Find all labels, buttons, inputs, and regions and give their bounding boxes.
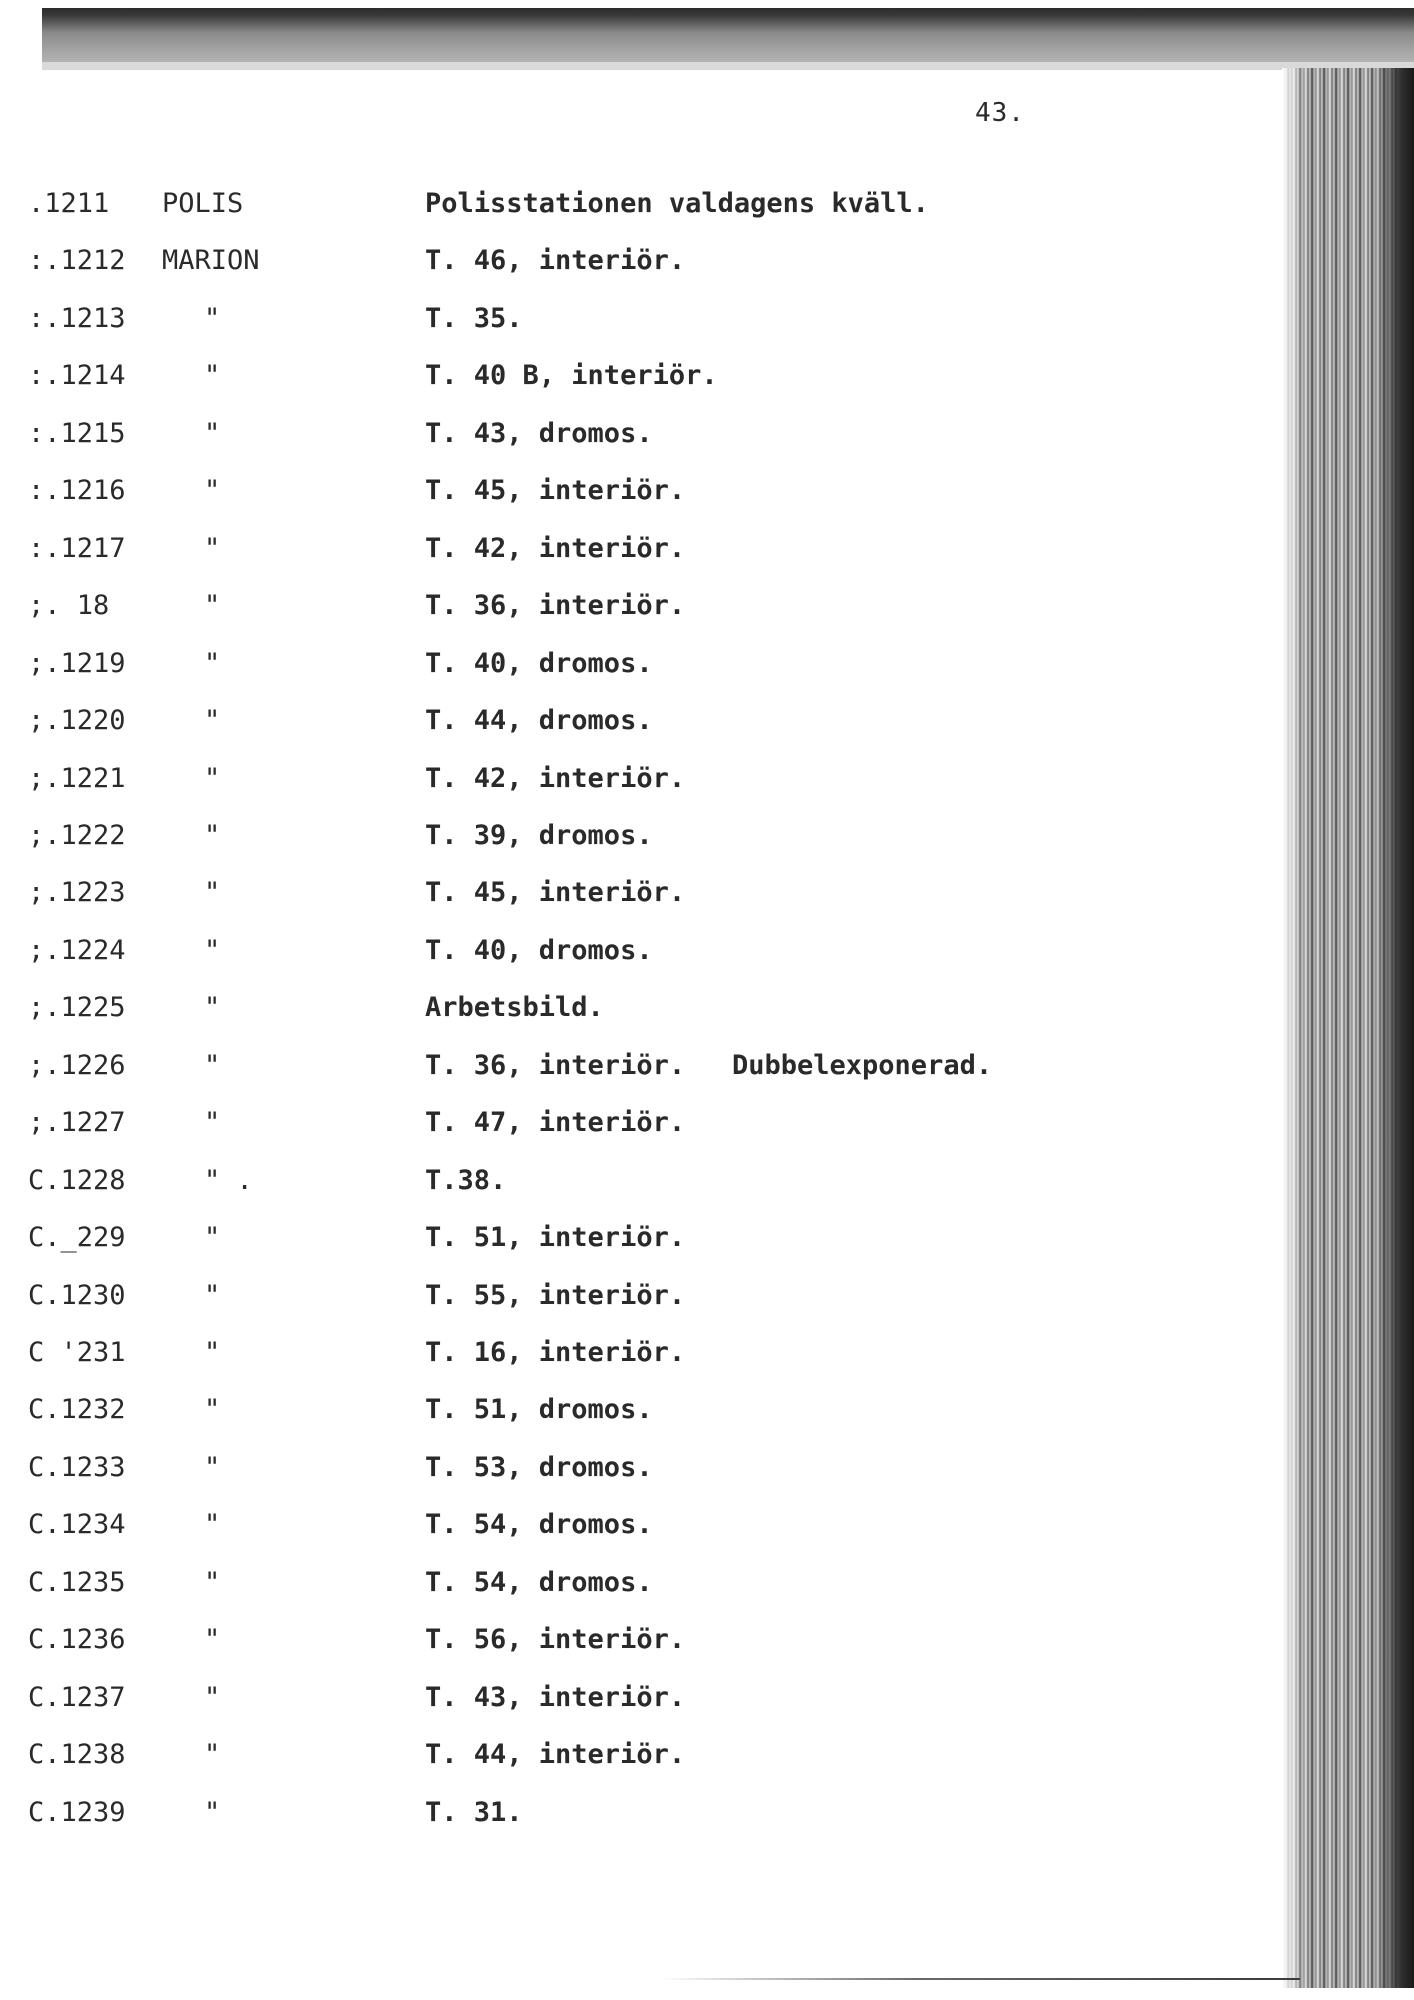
entry-number: ;.1225 [28, 992, 126, 1023]
entry-description: T. 31. [425, 1797, 523, 1828]
entry-name: " [204, 1797, 221, 1828]
scan-top-shadow [42, 8, 1414, 70]
entry-name: " . [204, 1165, 253, 1196]
entry-description: T. 43, dromos. [425, 418, 653, 449]
entry-description: T. 53, dromos. [425, 1452, 653, 1483]
entry-description: T. 55, interiör. [425, 1280, 686, 1311]
entry-description: T. 45, interiör. [425, 877, 686, 908]
entry-name: " [204, 935, 221, 966]
catalog-row [0, 471, 1270, 511]
entry-number: ;.1227 [28, 1107, 126, 1138]
entry-number: :.1212 [28, 245, 126, 276]
entry-description: T. 44, dromos. [425, 705, 653, 736]
entry-name: " [204, 1280, 221, 1311]
entry-description: T. 42, interiör. [425, 763, 686, 794]
catalog-row [0, 241, 1270, 281]
entry-number: C '231 [28, 1337, 126, 1368]
entry-number: :.1217 [28, 533, 126, 564]
catalog-row [0, 529, 1270, 569]
entry-name: " [204, 1624, 221, 1655]
catalog-row [0, 1678, 1270, 1718]
entry-name: " [204, 763, 221, 794]
entry-number: :.1214 [28, 360, 126, 391]
entry-description: T.38. [425, 1165, 507, 1196]
entry-name: " [204, 590, 221, 621]
entry-description: T. 36, interiör. [425, 590, 686, 621]
page-number: 43. [975, 98, 1025, 128]
entry-name: POLIS [162, 188, 244, 219]
entry-description: T. 44, interiör. [425, 1739, 686, 1770]
entry-name: " [204, 475, 221, 506]
catalog-row [0, 1620, 1270, 1660]
entry-note: Dubbelexponerad. [732, 1050, 993, 1081]
entry-number: ;.1222 [28, 820, 126, 851]
catalog-row [0, 299, 1270, 339]
entry-number: C.1238 [28, 1739, 126, 1770]
entry-number: C.1236 [28, 1624, 126, 1655]
entry-description: T. 46, interiör. [425, 245, 686, 276]
catalog-row [0, 1276, 1270, 1316]
entry-number: C._229 [28, 1222, 126, 1253]
entry-name: " [204, 648, 221, 679]
catalog-row [0, 988, 1270, 1028]
catalog-row [0, 414, 1270, 454]
entry-name: " [204, 1337, 221, 1368]
catalog-row [0, 1505, 1270, 1545]
entry-description: T. 51, interiör. [425, 1222, 686, 1253]
entry-name: " [204, 1050, 221, 1081]
entry-description: T. 56, interiör. [425, 1624, 686, 1655]
entry-description: T. 39, dromos. [425, 820, 653, 851]
catalog-row [0, 701, 1270, 741]
entry-number: C.1228 [28, 1165, 126, 1196]
entry-name: MARION [162, 245, 260, 276]
entry-name: " [204, 992, 221, 1023]
catalog-row [0, 586, 1270, 626]
catalog-row [0, 1448, 1270, 1488]
entry-description: T. 35. [425, 303, 523, 334]
entry-number: C.1233 [28, 1452, 126, 1483]
entry-number: C.1237 [28, 1682, 126, 1713]
catalog-row [0, 184, 1270, 224]
entry-name: " [204, 1509, 221, 1540]
entry-description: T. 40, dromos. [425, 935, 653, 966]
catalog-row [0, 1735, 1270, 1775]
entry-number: :.1213 [28, 303, 126, 334]
book-page-edges [1282, 68, 1414, 1988]
entry-number: ;.1223 [28, 877, 126, 908]
entry-name: " [204, 877, 221, 908]
catalog-row [0, 1103, 1270, 1143]
entry-description: T. 54, dromos. [425, 1567, 653, 1598]
catalog-row [0, 873, 1270, 913]
catalog-row [0, 644, 1270, 684]
entry-description: T. 16, interiör. [425, 1337, 686, 1368]
entry-number: :.1216 [28, 475, 126, 506]
entry-name: " [204, 705, 221, 736]
catalog-row [0, 1218, 1270, 1258]
catalog-row [0, 1793, 1270, 1833]
entry-number: C.1232 [28, 1394, 126, 1425]
entry-name: " [204, 1452, 221, 1483]
catalog-row [0, 1161, 1270, 1201]
scan-bottom-shadow [660, 1978, 1300, 1980]
entry-description: Arbetsbild. [425, 992, 604, 1023]
catalog-row [0, 1333, 1270, 1373]
entry-number: :.1215 [28, 418, 126, 449]
entry-name: " [204, 1107, 221, 1138]
entry-description: T. 40 B, interiör. [425, 360, 718, 391]
catalog-row [0, 1390, 1270, 1430]
entry-name: " [204, 533, 221, 564]
entry-description: T. 54, dromos. [425, 1509, 653, 1540]
catalog-row [0, 816, 1270, 856]
catalog-row [0, 931, 1270, 971]
entry-number: .1211 [28, 188, 110, 219]
entry-name: " [204, 360, 221, 391]
entry-number: C.1230 [28, 1280, 126, 1311]
entry-description: T. 40, dromos. [425, 648, 653, 679]
entry-description: T. 36, interiör. [425, 1050, 686, 1081]
entry-number: ;.1226 [28, 1050, 126, 1081]
entry-number: ;.1221 [28, 763, 126, 794]
entry-number: C.1235 [28, 1567, 126, 1598]
entry-description: T. 47, interiör. [425, 1107, 686, 1138]
entry-description: T. 45, interiör. [425, 475, 686, 506]
entry-number: ;.1224 [28, 935, 126, 966]
catalog-row [0, 356, 1270, 396]
entry-number: ;.1220 [28, 705, 126, 736]
entry-description: T. 42, interiör. [425, 533, 686, 564]
entry-name: " [204, 303, 221, 334]
entry-name: " [204, 820, 221, 851]
entry-number: C.1239 [28, 1797, 126, 1828]
entry-number: ;. 18 [28, 590, 110, 621]
catalog-row [0, 1046, 1270, 1086]
catalog-row [0, 1563, 1270, 1603]
entry-number: C.1234 [28, 1509, 126, 1540]
entry-name: " [204, 1682, 221, 1713]
entry-description: T. 43, interiör. [425, 1682, 686, 1713]
catalog-row [0, 759, 1270, 799]
entry-name: " [204, 1739, 221, 1770]
entry-name: " [204, 1222, 221, 1253]
entry-name: " [204, 1394, 221, 1425]
entry-name: " [204, 1567, 221, 1598]
entry-description: T. 51, dromos. [425, 1394, 653, 1425]
entry-description: Polisstationen valdagens kväll. [425, 188, 929, 219]
entry-number: ;.1219 [28, 648, 126, 679]
entry-name: " [204, 418, 221, 449]
